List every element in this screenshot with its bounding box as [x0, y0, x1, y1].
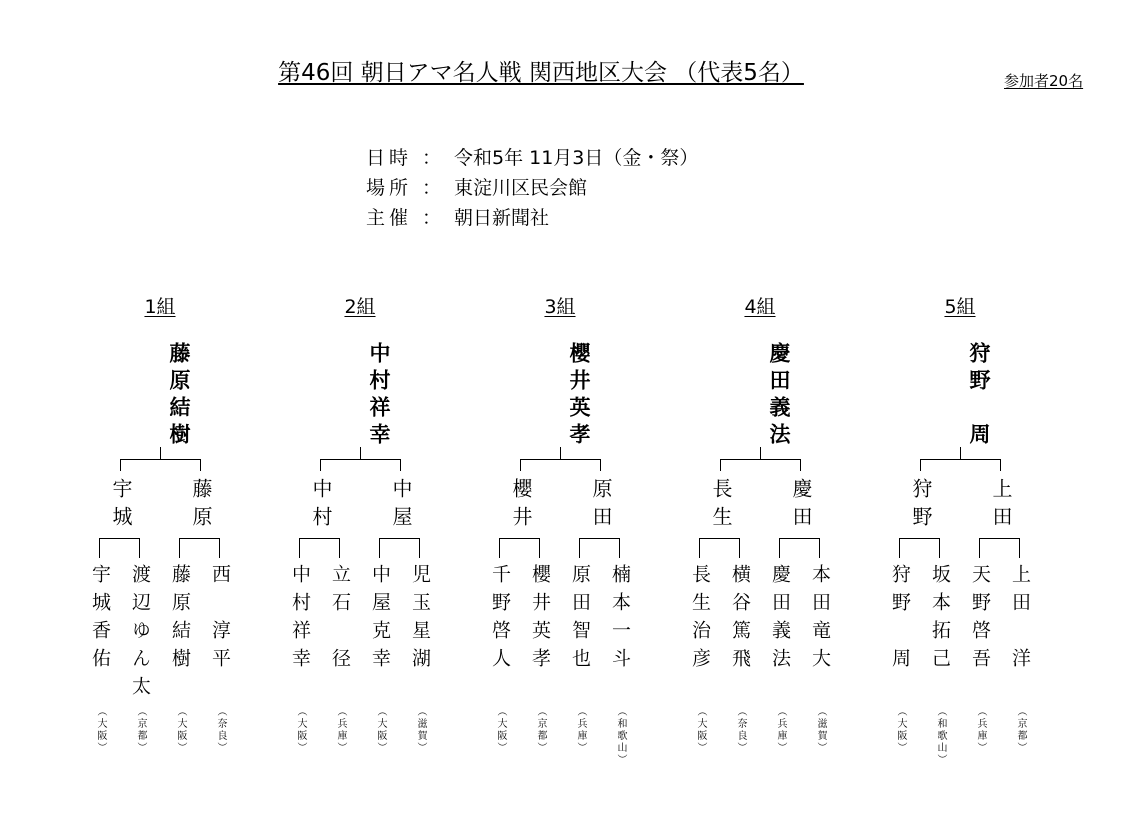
title-text: 第46回 朝日アマ名人戦 関西地区大会 （代表5名） — [278, 60, 804, 86]
semifinalist: 櫻井 — [509, 478, 533, 534]
player-prefecture: （京都） — [135, 706, 146, 754]
bracket-group-5 — [889, 292, 1119, 792]
info-value: 令和5年 11月3日（金・祭） — [454, 147, 699, 169]
player-name: 楠本一斗 — [609, 564, 631, 676]
page-title — [0, 58, 1082, 88]
player-name: 中村祥幸 — [289, 564, 311, 676]
player-name: 千野啓人 — [489, 564, 511, 676]
bracket-line — [699, 538, 700, 558]
player-name: 慶田義法 — [769, 564, 791, 676]
player-name: 天野啓吾 — [969, 564, 991, 676]
player-prefecture: （大阪） — [695, 706, 706, 754]
bracket-line — [499, 538, 500, 558]
player-name: 中屋克幸 — [369, 564, 391, 676]
player-name: 櫻井英孝 — [529, 564, 551, 676]
player-prefecture: （滋賀） — [415, 706, 426, 754]
bracket-line — [779, 538, 780, 558]
semifinalist: 藤原 — [189, 478, 213, 534]
player-prefecture: （兵庫） — [975, 706, 986, 754]
group-label: 5組 — [944, 296, 976, 318]
info-value: 東淀川区民会館 — [454, 177, 588, 199]
player-name: 西 淳平 — [209, 564, 231, 676]
semifinalist: 原田 — [589, 478, 613, 534]
bracket-line — [179, 538, 220, 539]
bracket-line — [979, 538, 980, 558]
bracket-line — [819, 538, 820, 558]
bracket-line — [419, 538, 420, 558]
player-prefecture: （奈良） — [215, 706, 226, 754]
bracket-line — [1019, 538, 1020, 558]
bracket-line — [139, 538, 140, 558]
player-name: 狩野 周 — [889, 564, 911, 676]
player-name: 原田智也 — [569, 564, 591, 676]
player-name: 坂本拓己 — [929, 564, 951, 676]
bracket-line — [939, 538, 940, 558]
group-label: 1組 — [144, 296, 176, 318]
player-name: 渡辺ゆん太 — [129, 564, 151, 704]
player-name: 宇城香佑 — [89, 564, 111, 676]
semifinalist: 中屋 — [389, 478, 413, 534]
player-prefecture: （大阪） — [895, 706, 906, 754]
participant-count: 参加者20名 — [1004, 72, 1084, 90]
bracket-line — [779, 538, 820, 539]
bracket-group-2 — [289, 292, 519, 792]
bracket-line — [120, 459, 201, 460]
player-prefecture: （兵庫） — [775, 706, 786, 754]
bracket-line — [760, 447, 761, 459]
bracket-line — [299, 538, 340, 539]
player-prefecture: （大阪） — [375, 706, 386, 754]
bracket-group-1 — [89, 292, 319, 792]
bracket-line — [339, 538, 340, 558]
bracket-line — [720, 459, 801, 460]
bracket-line — [1000, 459, 1001, 471]
player-prefecture: （大阪） — [295, 706, 306, 754]
semifinalist: 長生 — [709, 478, 733, 534]
player-prefecture: （和歌山） — [935, 706, 946, 766]
bracket-line — [219, 538, 220, 558]
info-colon: ： — [422, 147, 442, 169]
info-colon: ： — [422, 207, 442, 229]
player-prefecture: （奈良） — [735, 706, 746, 754]
bracket-line — [579, 538, 620, 539]
player-name: 横谷篤飛 — [729, 564, 751, 676]
info-label: 場所 — [366, 177, 413, 199]
bracket-line — [200, 459, 201, 471]
group-winner: 藤原結樹 — [167, 342, 191, 450]
bracket-line — [99, 538, 140, 539]
player-prefecture: （大阪） — [95, 706, 106, 754]
group-label: 2組 — [344, 296, 376, 318]
bracket-line — [400, 459, 401, 471]
player-name: 児玉星湖 — [409, 564, 431, 676]
info-value: 朝日新聞社 — [454, 207, 550, 229]
group-winner: 慶田義法 — [767, 342, 791, 450]
player-name: 立石 径 — [329, 564, 351, 676]
bracket-line — [720, 459, 721, 471]
bracket-line — [539, 538, 540, 558]
group-winner: 中村祥幸 — [367, 342, 391, 450]
player-name: 上田 洋 — [1009, 564, 1031, 676]
group-label: 4組 — [744, 296, 776, 318]
player-prefecture: （兵庫） — [335, 706, 346, 754]
bracket-line — [920, 459, 921, 471]
bracket-line — [160, 447, 161, 459]
player-prefecture: （大阪） — [495, 706, 506, 754]
semifinalist: 中村 — [309, 478, 333, 534]
bracket-line — [699, 538, 740, 539]
bracket-line — [120, 459, 121, 471]
bracket-line — [619, 538, 620, 558]
bracket-line — [979, 538, 1020, 539]
player-name: 本田竜大 — [809, 564, 831, 676]
player-prefecture: （兵庫） — [575, 706, 586, 754]
info-label: 日時 — [366, 147, 413, 169]
bracket-line — [960, 447, 961, 459]
bracket-line — [179, 538, 180, 558]
info-colon: ： — [422, 177, 442, 199]
semifinalist: 慶田 — [789, 478, 813, 534]
bracket-line — [320, 459, 321, 471]
bracket-line — [360, 447, 361, 459]
player-name: 長生治彦 — [689, 564, 711, 676]
bracket-line — [899, 538, 940, 539]
group-winner: 狩野 周 — [967, 342, 991, 450]
bracket-line — [499, 538, 540, 539]
player-prefecture: （滋賀） — [815, 706, 826, 754]
bracket-group-3 — [489, 292, 719, 792]
bracket-line — [99, 538, 100, 558]
player-prefecture: （京都） — [535, 706, 546, 754]
semifinalist: 宇城 — [109, 478, 133, 534]
semifinalist: 狩野 — [909, 478, 933, 534]
semifinalist: 上田 — [989, 478, 1013, 534]
player-name: 藤原結樹 — [169, 564, 191, 676]
bracket-line — [600, 459, 601, 471]
bracket-line — [379, 538, 420, 539]
info-label: 主催 — [366, 207, 413, 229]
group-label: 3組 — [544, 296, 576, 318]
bracket-group-4 — [689, 292, 919, 792]
bracket-line — [920, 459, 1001, 460]
group-winner: 櫻井英孝 — [567, 342, 591, 450]
player-prefecture: （京都） — [1015, 706, 1026, 754]
bracket-line — [800, 459, 801, 471]
bracket-line — [739, 538, 740, 558]
bracket-line — [579, 538, 580, 558]
player-prefecture: （大阪） — [175, 706, 186, 754]
bracket-line — [560, 447, 561, 459]
bracket-line — [379, 538, 380, 558]
bracket-line — [299, 538, 300, 558]
bracket-line — [320, 459, 401, 460]
bracket-line — [899, 538, 900, 558]
player-prefecture: （和歌山） — [615, 706, 626, 766]
bracket-line — [520, 459, 521, 471]
bracket-line — [520, 459, 601, 460]
